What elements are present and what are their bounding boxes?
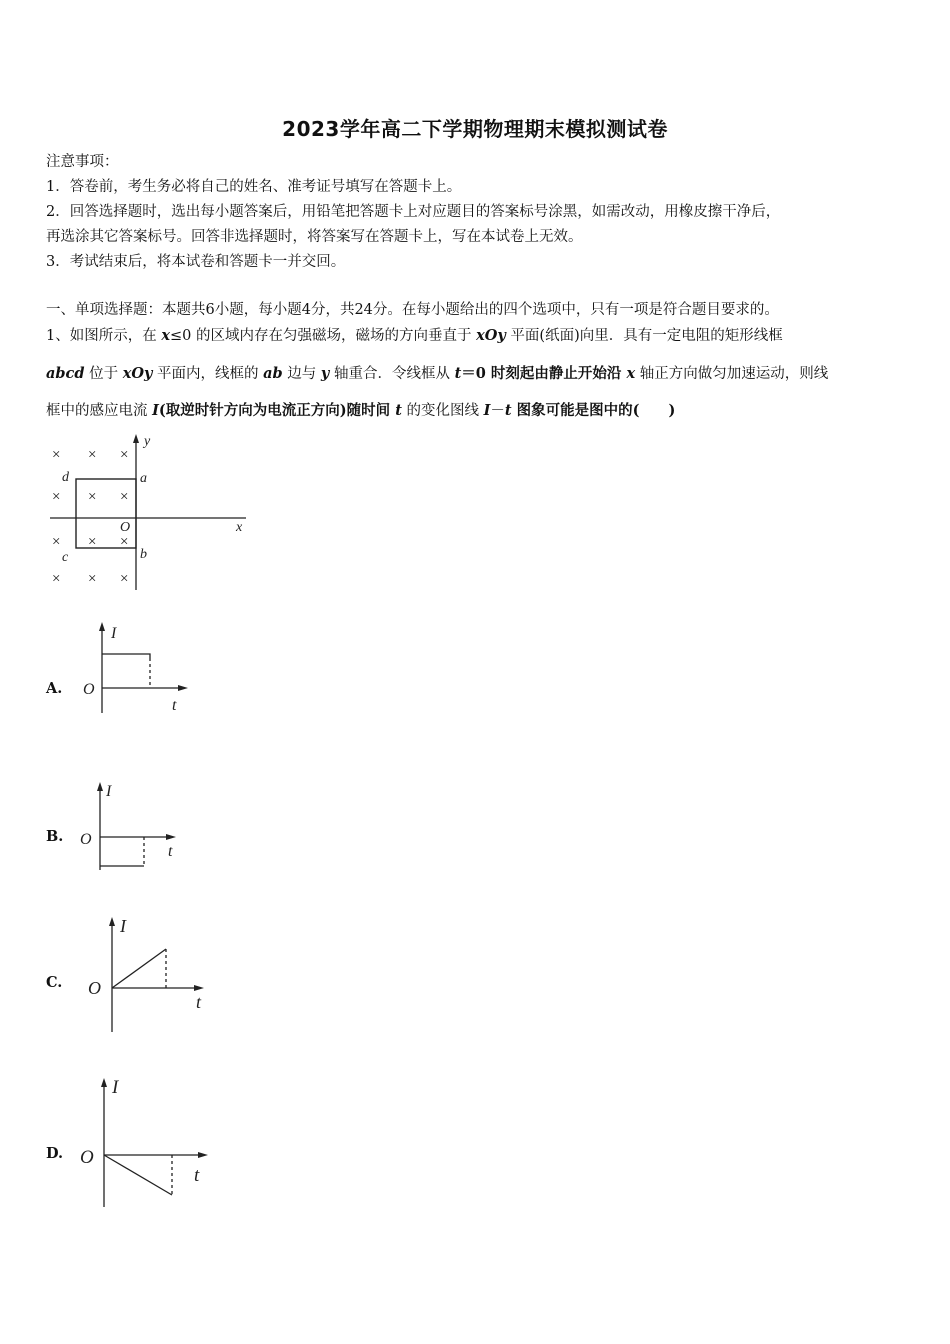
svg-text:t: t <box>194 1165 200 1186</box>
notice-item-3: 3．考试结束后，将本试卷和答题卡一并交回。 <box>46 254 346 270</box>
label-b: b <box>140 547 147 562</box>
label-y: y <box>144 434 151 449</box>
svg-text:t: t <box>168 843 173 860</box>
svg-text:O: O <box>83 681 95 698</box>
svg-text:t: t <box>196 992 202 1012</box>
cross-mark: × <box>52 447 61 463</box>
question-1-line-1: 1、如图所示，在 x≤0 的区域内存在匀强磁场，磁场的方向垂直于 xOy 平面(纸面)向里．具有一定电阻的矩形线框 <box>46 327 783 344</box>
option-c-label[interactable]: C. <box>46 974 63 991</box>
svg-text:O: O <box>80 831 92 848</box>
svg-text:I: I <box>120 916 126 936</box>
svg-text:I: I <box>106 783 112 800</box>
current-curve <box>112 949 166 988</box>
option-d-label[interactable]: D. <box>46 1145 64 1162</box>
option-a-label[interactable]: A. <box>46 680 63 697</box>
label-x: x <box>236 520 243 535</box>
cross-mark: × <box>52 534 61 550</box>
label-a: a <box>140 471 147 486</box>
cross-mark: × <box>52 489 61 505</box>
current-curve <box>104 1155 172 1195</box>
cross-mark: × <box>88 447 97 463</box>
label-o: O <box>120 520 131 535</box>
option-c-graph[interactable] <box>86 912 216 1037</box>
notice-item-2: 2．回答选择题时，选出每小题答案后，用铅笔把答题卡上对应题目的答案标号涂黑，如需改动，用橡皮擦干净后， <box>46 204 781 220</box>
option-b-graph[interactable] <box>76 778 196 878</box>
option-d-graph[interactable] <box>78 1073 218 1213</box>
page-title: 2023学年高二下学期物理期末模拟测试卷 <box>282 117 668 141</box>
section-heading: 一、单项选择题：本题共6小题，每小题4分，共24分。在每小题给出的四个选项中，只有一项是符合题目要求的。 <box>46 302 779 318</box>
cross-mark: × <box>88 534 97 550</box>
cross-mark: × <box>52 571 61 587</box>
question-1-line-3: 框中的感应电流 I(取逆时针方向为电流正方向)随时间 t 的变化图线 I－t 图象可能是图中的( ) <box>46 402 676 419</box>
question-1-line-2: abcd 位于 xOy 平面内，线框的 ab 边与 y 轴重合．令线框从 t＝0 时刻起由静止开始沿 x 轴正方向做匀加速运动，则线 <box>46 365 829 382</box>
cross-mark: × <box>120 534 129 550</box>
cross-mark: × <box>120 489 129 505</box>
notice-item-1: 1．答卷前，考生务必将自己的姓名、准考证号填写在答题卡上。 <box>46 179 462 195</box>
svg-text:O: O <box>80 1147 94 1168</box>
svg-text:O: O <box>88 978 101 998</box>
cross-mark: × <box>88 489 97 505</box>
svg-text:t: t <box>172 697 177 714</box>
option-a-graph[interactable] <box>78 618 198 718</box>
label-d: d <box>62 470 69 485</box>
svg-text:I: I <box>112 1077 119 1098</box>
cross-mark: × <box>88 571 97 587</box>
magnetic-field-figure <box>40 430 260 595</box>
svg-text:I: I <box>111 625 117 642</box>
notice-item-2-cont: 再选涂其它答案标号。回答非选择题时，将答案写在答题卡上，写在本试卷上无效。 <box>46 229 583 245</box>
label-c: c <box>62 550 69 565</box>
cross-mark: × <box>120 447 129 463</box>
cross-mark: × <box>120 571 129 587</box>
notice-heading: 注意事项： <box>46 154 119 170</box>
current-curve <box>102 654 150 658</box>
y-axis-arrow <box>133 434 139 443</box>
option-b-label[interactable]: B. <box>46 828 64 845</box>
